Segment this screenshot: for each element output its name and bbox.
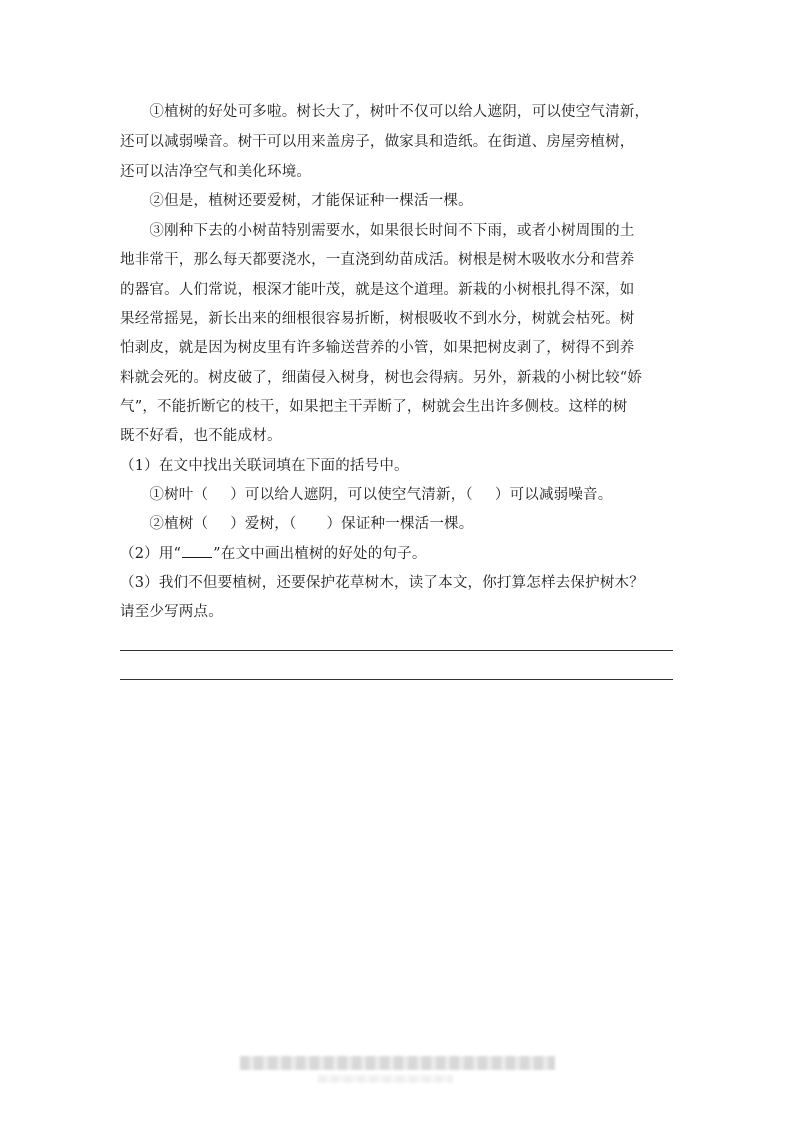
- item-text: ”在文中画出植树的好处的句子。: [213, 546, 427, 562]
- item-text: （2）用“: [120, 546, 182, 562]
- question-2: [120, 543, 680, 564]
- item-text: ）爱树，（: [230, 516, 297, 532]
- passage-line: 还可以洁净空气和美化环境。: [120, 164, 312, 180]
- question-1-item-2: [120, 514, 680, 534]
- item-text: ）可以给人遮阴，可以使空气清新，（: [230, 487, 473, 503]
- passage-line: 还可以减弱噪音。树干可以用来盖房子，做家具和造纸。在街道、房屋旁植树，: [120, 134, 635, 150]
- question-1-prompt: （1）在文中找出关联词填在下面的括号中。: [120, 458, 409, 474]
- footer-watermark: [240, 1056, 555, 1070]
- passage-line: 的器官。人们常说，根深才能叶茂，就是这个道理。新栽的小树根扎得不深，如: [120, 282, 635, 298]
- passage-line: 怕剥皮，就是因为树皮里有许多输送营养的小管，如果把树皮剥了，树得不到养: [120, 340, 635, 356]
- passage-line: ②但是，植树还要爱树，才能保证种一棵活一棵。: [120, 193, 473, 209]
- question-3-line: 请至少写两点。: [120, 604, 223, 620]
- passage-line: 气”，不能折断它的枝干，如果把主干弄断了，树就会生出许多侧枝。这样的树: [120, 399, 628, 415]
- underline-mark: [182, 543, 212, 558]
- answer-line[interactable]: [120, 679, 673, 680]
- question-1-item-1: [120, 485, 680, 505]
- item-text: ②植树（: [120, 516, 209, 532]
- passage-line: 既不好看，也不能成材。: [120, 428, 282, 444]
- passage-line: 果经常摇晃，新长出来的细根很容易折断，树根吸收不到水分，树就会枯死。树: [120, 311, 635, 327]
- answer-line[interactable]: [120, 650, 673, 651]
- item-text: ）保证种一棵活一棵。: [326, 516, 474, 532]
- passage-line: 料就会死的。树皮破了，细菌侵入树身，树也会得病。另外，新栽的小树比较“娇: [120, 370, 643, 386]
- item-text: ）可以减弱噪音。: [494, 487, 613, 503]
- passage-line: 地非常干，那么每天都要浇水，一直浇到幼苗成活。树根是树木吸收水分和营养: [120, 252, 635, 268]
- passage-line: ①植树的好处可多啦。树长大了，树叶不仅可以给人遮阴，可以使空气清新，: [120, 104, 650, 120]
- passage-line: ③刚种下去的小树苗特别需要水，如果很长时间不下雨，或者小树周围的土: [120, 223, 635, 239]
- footer-watermark: [318, 1075, 453, 1083]
- question-3-line: （3）我们不但要植树，还要保护花草树木，读了本文，你打算怎样去保护树木？: [120, 575, 644, 591]
- item-text: ①树叶（: [120, 487, 209, 503]
